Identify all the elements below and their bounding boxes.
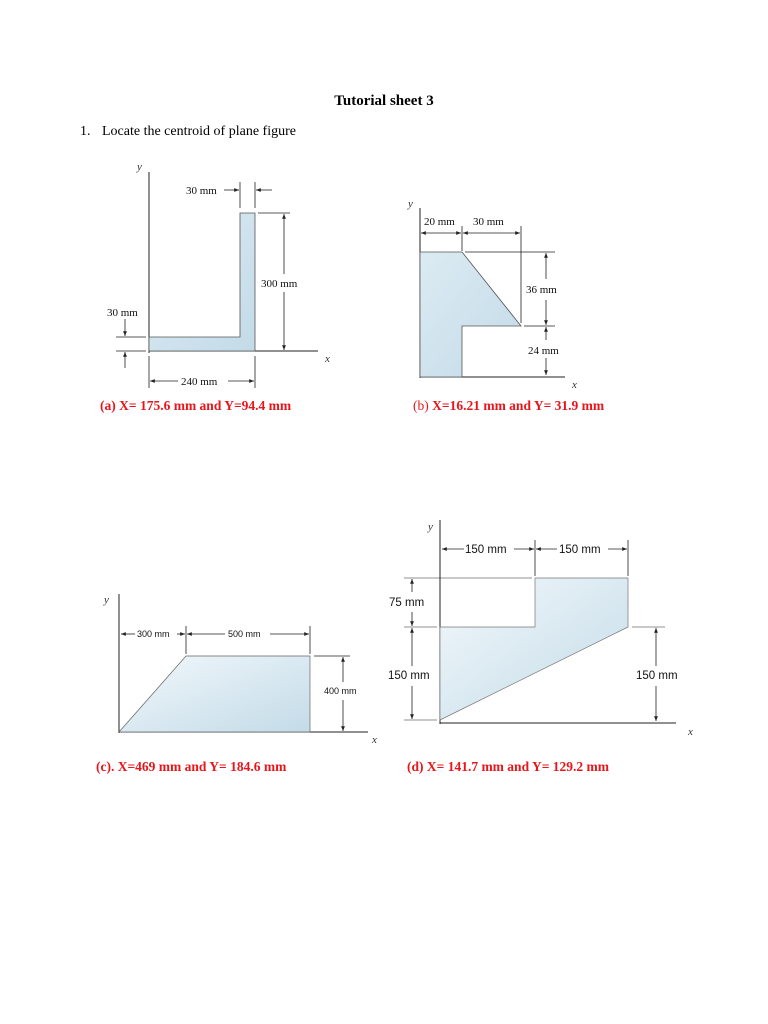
- question-number: 1.: [80, 124, 91, 139]
- dim-height-label: 300 mm: [261, 278, 298, 290]
- y-axis-label: y: [137, 161, 142, 173]
- answer-d: (d) X= 141.7 mm and Y= 129.2 mm: [407, 759, 610, 774]
- dim-thickness-label: 30 mm: [107, 307, 138, 319]
- dim-left-height-label: 150 mm: [388, 670, 430, 682]
- y-axis-label: y: [104, 594, 109, 606]
- dim-width-label: 240 mm: [181, 376, 218, 388]
- dim-left-label: 20 mm: [424, 216, 455, 228]
- answer-b-prefix: (b): [413, 398, 429, 413]
- d-shape: [440, 578, 628, 720]
- dim-right-label: 150 mm: [559, 544, 601, 556]
- dim-right-height-label: 150 mm: [636, 670, 678, 682]
- dim-left-label: 150 mm: [465, 544, 507, 556]
- dim-top-label: 30 mm: [186, 185, 217, 197]
- dim-right-label: 500 mm: [228, 629, 261, 639]
- answer-a-text: X= 175.6 mm and Y=94.4 mm: [119, 398, 292, 413]
- dim-right-label: 30 mm: [473, 216, 504, 228]
- dim-step-label: 75 mm: [389, 597, 425, 609]
- x-axis-label: x: [325, 353, 330, 365]
- dim-left-label: 300 mm: [137, 629, 170, 639]
- x-axis-label: x: [372, 734, 377, 746]
- answer-a-prefix: (a): [100, 398, 116, 413]
- dim-upper-label: 36 mm: [526, 284, 557, 296]
- y-axis-label: y: [408, 198, 413, 210]
- answer-c: (c). X=469 mm and Y= 184.6 mm: [96, 759, 287, 774]
- answer-b-text: X=16.21 mm and Y= 31.9 mm: [432, 398, 605, 413]
- dim-lower-label: 24 mm: [528, 345, 559, 357]
- x-axis-label: x: [572, 379, 577, 391]
- y-axis-label: y: [428, 521, 433, 533]
- question-text: Locate the centroid of plane figure: [102, 124, 296, 139]
- page-title: Tutorial sheet 3: [334, 93, 434, 109]
- dim-height-label: 400 mm: [324, 686, 357, 696]
- x-axis-label: x: [688, 726, 693, 738]
